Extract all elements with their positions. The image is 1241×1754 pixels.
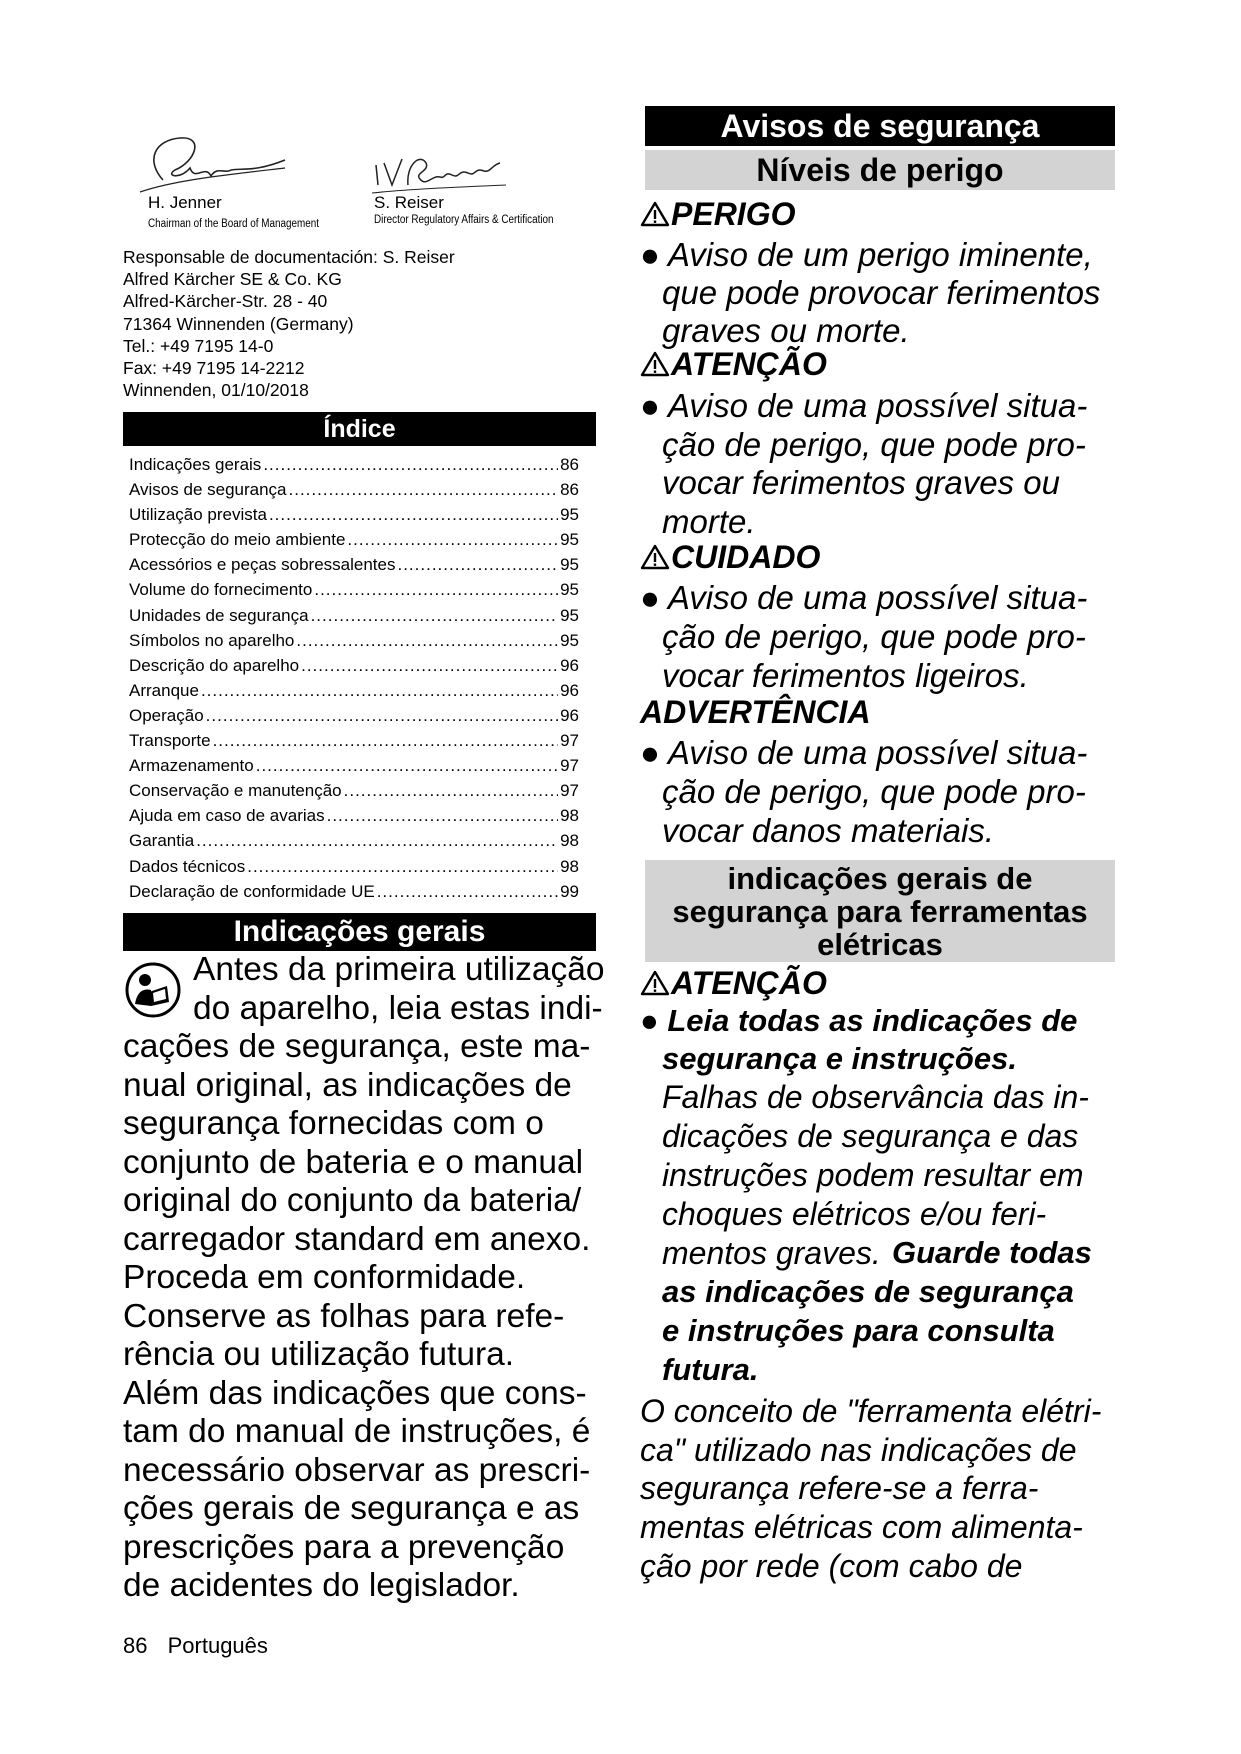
toc-entry [129, 778, 579, 803]
footer-language: Português [167, 1633, 268, 1658]
toc-leader [196, 828, 558, 853]
heading-line: segurança para ferramentas [672, 894, 1088, 929]
toc-page: 96 [560, 705, 579, 725]
tools-keep-note: as indicações de segurança [662, 1274, 1074, 1309]
danger-level-label: ATENÇÃO [671, 346, 827, 382]
danger-level-description: graves ou morte. [662, 312, 910, 349]
text-line: Além das indicações que cons- [123, 1374, 587, 1412]
toc-page: 96 [560, 655, 579, 675]
toc-page: 95 [560, 605, 579, 625]
toc-page: 95 [560, 630, 579, 650]
toc-label: Indicações gerais [129, 455, 262, 474]
toc-page: 99 [560, 881, 579, 901]
toc-leader [256, 753, 558, 778]
signer-name-1: H. Jenner [148, 193, 222, 212]
toc-entry [129, 678, 579, 703]
toc-label: Volume do fornecimento [129, 580, 313, 600]
toc-leader [327, 803, 558, 828]
toc-page: 95 [560, 555, 579, 575]
danger-level-atenção [640, 346, 827, 383]
toc-entry [129, 653, 579, 678]
page-footer [123, 1633, 268, 1659]
toc-label: Avisos de segurança [129, 480, 287, 500]
toc-entry [129, 628, 579, 653]
text-line: original do conjunto da bateria/ [123, 1182, 582, 1219]
toc-entry [129, 703, 579, 728]
toc-leader [289, 477, 559, 502]
signer-title-1: Chairman of the Board of Management [148, 218, 319, 230]
text-line: segurança fornecidas com o [123, 1105, 544, 1142]
heading-line: elétricas [817, 927, 943, 962]
toc-entry [129, 854, 579, 879]
danger-level-cuidado [640, 539, 820, 576]
text-line: tam do manual de instruções, é [123, 1413, 591, 1450]
danger-level-label: PERIGO [671, 196, 796, 232]
warning-triangle-icon [640, 201, 670, 227]
toc-label: Utilização prevista [129, 505, 267, 525]
toc-label: Conservação e manutenção [129, 781, 342, 801]
danger-level-description: vocar danos materiais. [662, 812, 994, 849]
text-line: rência ou utilização futura. [123, 1336, 515, 1373]
toc-leader [314, 577, 558, 602]
toc-page: 95 [560, 530, 579, 550]
signature-jenner [135, 120, 295, 200]
address-line: Winnenden, 01/10/2018 [123, 380, 309, 401]
address-block [123, 246, 455, 401]
general-heading: Indicações gerais [123, 913, 596, 951]
toc-label: Garantia [129, 831, 195, 851]
text-line: necessário observar as prescri- [123, 1451, 591, 1489]
text-line: nual original, as indicações de [123, 1066, 572, 1104]
toc-label: Dados técnicos [129, 856, 246, 876]
tools-keep-note: Guarde todas [892, 1235, 1092, 1270]
toc-page: 98 [560, 856, 579, 876]
address-line: Alfred-Kärcher-Str. 28 - 40 [123, 291, 328, 312]
toc-leader [247, 854, 558, 879]
danger-level-label: CUIDADO [671, 539, 821, 575]
danger-level-description: ● Aviso de um perigo iminente, [640, 236, 1093, 273]
tools-warning-level [640, 965, 827, 1002]
toc-leader [377, 879, 558, 904]
toc-label: Arranque [129, 680, 199, 700]
address-line: Alfred Kärcher SE & Co. KG [123, 269, 342, 290]
toc-page: 95 [560, 505, 579, 525]
text-line: do aparelho, leia estas indi- [193, 989, 603, 1027]
concept-text: segurança refere-se a ferra- [640, 1470, 1039, 1506]
toc-leader [347, 527, 558, 552]
toc-page: 98 [560, 831, 579, 851]
toc-label: Transporte [129, 731, 211, 751]
toc-label: Declaração de conformidade UE [129, 881, 375, 901]
toc-label: Protecção do meio ambiente [129, 530, 346, 550]
danger-level-description: ● Aviso de uma possível situa- [640, 579, 1088, 616]
tools-text: Falhas de observância das in- [662, 1079, 1089, 1115]
toc-page: 97 [560, 756, 579, 776]
danger-level-label: ADVERTÊNCIA [640, 694, 871, 730]
index-heading: Índice [123, 412, 596, 446]
toc-label: Armazenamento [129, 756, 254, 776]
toc-page: 86 [560, 480, 579, 500]
tools-instruction: segurança e instruções. [662, 1041, 1017, 1076]
toc-label: Operação [129, 705, 204, 725]
address-line: Fax: +49 7195 14-2212 [123, 358, 305, 379]
danger-level-description: vocar ferimentos graves ou [662, 464, 1061, 501]
signature-reiser [370, 135, 510, 195]
toc-leader [344, 778, 558, 803]
toc-leader [269, 502, 558, 527]
toc-label: Descrição do aparelho [129, 655, 300, 675]
toc-page: 86 [560, 455, 579, 474]
text-line: conjunto de bateria e o manual [123, 1143, 584, 1181]
toc-label: Acessórios e peças sobressalentes [129, 555, 396, 575]
danger-level-description: ção de perigo, que pode pro- [662, 426, 1086, 463]
text-line: de acidentes do legislador. [123, 1567, 520, 1604]
toc-label: Unidades de segurança [129, 605, 309, 625]
warning-triangle-icon [640, 351, 670, 377]
toc-leader [206, 703, 558, 728]
toc-leader [263, 452, 558, 477]
page-number: 86 [123, 1633, 148, 1658]
text-line: Conserve as folhas para refe- [123, 1297, 565, 1335]
toc-entry [129, 603, 579, 628]
toc-entry [129, 502, 579, 527]
danger-level-perigo [640, 196, 795, 233]
address-line: Responsable de documentación: S. Reiser [123, 247, 455, 267]
toc-entry [129, 828, 579, 853]
toc-entry [129, 477, 579, 502]
heading-line: indicações gerais de [727, 861, 1033, 896]
warning-triangle-icon [640, 970, 670, 996]
text-line: Antes da primeira utilização [193, 951, 605, 988]
toc-entry [129, 753, 579, 778]
toc-leader [296, 628, 558, 653]
concept-text: mentas elétricas com alimenta- [640, 1509, 1083, 1545]
danger-levels-heading: Níveis de perigo [645, 150, 1115, 190]
toc-entry [129, 527, 579, 552]
tools-text: instruções podem resultar em [662, 1157, 1084, 1193]
danger-level-description: que pode provocar ferimentos [662, 274, 1101, 311]
toc-page: 98 [560, 806, 579, 826]
toc-entry [129, 803, 579, 828]
general-text [123, 950, 603, 1605]
toc-label: Ajuda em caso de avarias [129, 806, 325, 826]
concept-text: ção por rede (com cabo de [640, 1548, 1023, 1584]
toc-label: Símbolos no aparelho [129, 630, 295, 650]
table-of-contents [129, 452, 579, 904]
danger-level-description: ● Aviso de uma possível situa- [640, 734, 1088, 771]
toc-page: 96 [560, 680, 579, 700]
tools-text: mentos graves. [662, 1235, 881, 1271]
toc-entry [129, 552, 579, 577]
text-line: prescrições para a prevenção [123, 1528, 565, 1566]
toc-page: 97 [560, 731, 579, 751]
tools-text: dicações de segurança e das [662, 1118, 1079, 1154]
toc-entry [129, 879, 579, 904]
text-line: carregador standard em anexo. [123, 1220, 591, 1258]
toc-leader [301, 653, 558, 678]
concept-text: O conceito de "ferramenta elétri- [640, 1393, 1102, 1429]
toc-entry [129, 452, 579, 477]
address-line: 71364 Winnenden (Germany) [123, 313, 354, 334]
tools-warning-label: ATENÇÃO [671, 965, 827, 1001]
signer-name-2: S. Reiser [374, 193, 444, 212]
safety-heading: Avisos de segurança [645, 106, 1115, 146]
warning-triangle-icon [640, 544, 670, 570]
signer-title-2: Director Regulatory Affairs & Certification [374, 214, 554, 226]
danger-level-description: vocar ferimentos ligeiros. [662, 657, 1029, 694]
toc-entry [129, 577, 579, 602]
concept-text: ca" utilizado nas indicações de [640, 1432, 1077, 1468]
tools-text: choques elétricos e/ou feri- [662, 1196, 1047, 1232]
toc-leader [311, 603, 559, 628]
toc-page: 97 [560, 781, 579, 801]
toc-page: 95 [560, 580, 579, 600]
text-line: Proceda em conformidade. [123, 1259, 526, 1296]
tools-keep-note: futura. [662, 1352, 759, 1387]
text-line: cações de segurança, este ma- [123, 1028, 591, 1065]
toc-leader [397, 552, 558, 577]
toc-entry [129, 728, 579, 753]
tools-keep-note: e instruções para consulta [662, 1313, 1055, 1348]
danger-level-description: ção de perigo, que pode pro- [662, 618, 1086, 655]
tools-instruction: ● Leia todas as indicações de [640, 1003, 1078, 1038]
power-tools-heading [645, 860, 1115, 962]
danger-level-advertência [640, 694, 871, 731]
danger-level-description: morte. [662, 503, 756, 540]
toc-leader [201, 678, 558, 703]
text-line: ções gerais de segurança e as [123, 1490, 580, 1527]
toc-leader [213, 728, 559, 753]
danger-level-description: ção de perigo, que pode pro- [662, 773, 1086, 810]
address-line: Tel.: +49 7195 14-0 [123, 335, 274, 356]
danger-level-description: ● Aviso de uma possível situa- [640, 387, 1088, 424]
